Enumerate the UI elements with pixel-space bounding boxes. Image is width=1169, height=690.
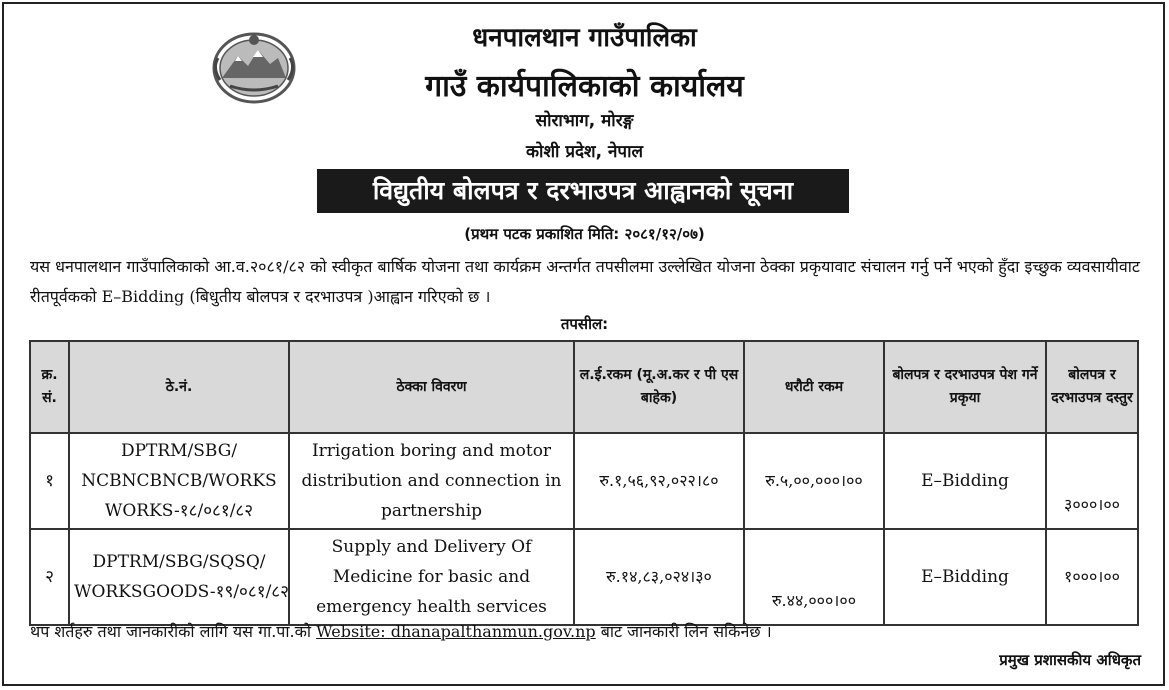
cell-description: Irrigation boring and motor distribution and connection in partnership xyxy=(289,433,574,529)
notice-title: विद्युतीय बोलपत्र र दरभाउपत्र आह्वानको सूचना xyxy=(317,169,849,213)
footer-prefix: थप शर्तहरु तथा जानकारीको लागि यस गा.पा.को xyxy=(30,622,312,641)
col-deposit: धरौटी रकम xyxy=(744,341,884,433)
cell-serial: २ xyxy=(30,529,69,625)
website-link[interactable]: Website: dhanapalthanmun.gov.np xyxy=(316,622,596,641)
cell-fee: ३०००।०० xyxy=(1046,433,1138,529)
publication-date: (प्रथम पटक प्रकाशित मिति: २०८१/१२/०७) xyxy=(464,225,705,243)
municipality-name: धनपालथान गाउँपालिका xyxy=(472,23,697,53)
cell-description: Supply and Delivery Of Medicine for basic and emergency health services xyxy=(289,529,574,625)
cell-fee: १०००।०० xyxy=(1046,529,1138,625)
table-header-row xyxy=(30,341,1138,433)
col-serial: क्र. सं. xyxy=(30,341,69,433)
col-description: ठेक्का विवरण xyxy=(289,341,574,433)
cell-deposit: रु.५,००,०००।०० xyxy=(744,433,884,529)
footer-note xyxy=(30,620,772,642)
col-fee: बोलपत्र र दरभाउपत्र दस्तुर xyxy=(1046,341,1138,433)
intro-paragraph: यस धनपालथान गाउँपालिकाको आ.व.२०८१/८२ को स्वीकृत बार्षिक योजना तथा कार्यक्रम अन्तर्गत तपसीलमा उल्लेखित योजना ठेक्का प्रकृयावाट संचालन गर्नु पर्ने भएको हुँदा इच्छुक व्यवसायीवाट रीतपूर्वकको E–Bidding (बिधुतीय बोलपत्र र दरभाउपत्र )आह्वान गरिएको छ । xyxy=(30,257,1140,306)
bid-table xyxy=(29,340,1139,626)
office-name: गाउँ कार्यपालिकाको कार्यालय xyxy=(425,69,744,104)
cell-estimate: रु.१४,८३,०२४।३० xyxy=(574,529,744,625)
footer-suffix: बाट जानकारी लिन सकिनेछ । xyxy=(600,622,772,641)
table-row xyxy=(30,433,1138,529)
signatory: प्रमुख प्रशासकीय अधिकृत xyxy=(999,651,1141,669)
cell-contract-no: DPTRM/SBG/ NCBNCBNCB/WORKS WORKS-१८/०८१/८२ xyxy=(69,433,289,529)
office-province: कोशी प्रदेश, नेपाल xyxy=(526,142,643,162)
cell-estimate: रु.१,५६,९२,०२२।८० xyxy=(574,433,744,529)
col-contract-no: ठे.नं. xyxy=(69,341,289,433)
col-process: बोलपत्र र दरभाउपत्र पेश गर्ने प्रकृया xyxy=(884,341,1046,433)
office-address: सोराभाग, मोरङ्ग xyxy=(535,111,634,131)
col-estimate: ल.ई.रकम (मू.अ.कर र पी एस बाहेक) xyxy=(574,341,744,433)
cell-serial: १ xyxy=(30,433,69,529)
cell-process: E–Bidding xyxy=(884,529,1046,625)
details-label: तपसील: xyxy=(560,315,609,333)
cell-process: E–Bidding xyxy=(884,433,1046,529)
cell-contract-no: DPTRM/SBG/SQSQ/ WORKSGOODS-१९/०८१/८२ xyxy=(69,529,289,625)
cell-deposit: रु.४४,०००।०० xyxy=(744,529,884,625)
table-row xyxy=(30,529,1138,625)
